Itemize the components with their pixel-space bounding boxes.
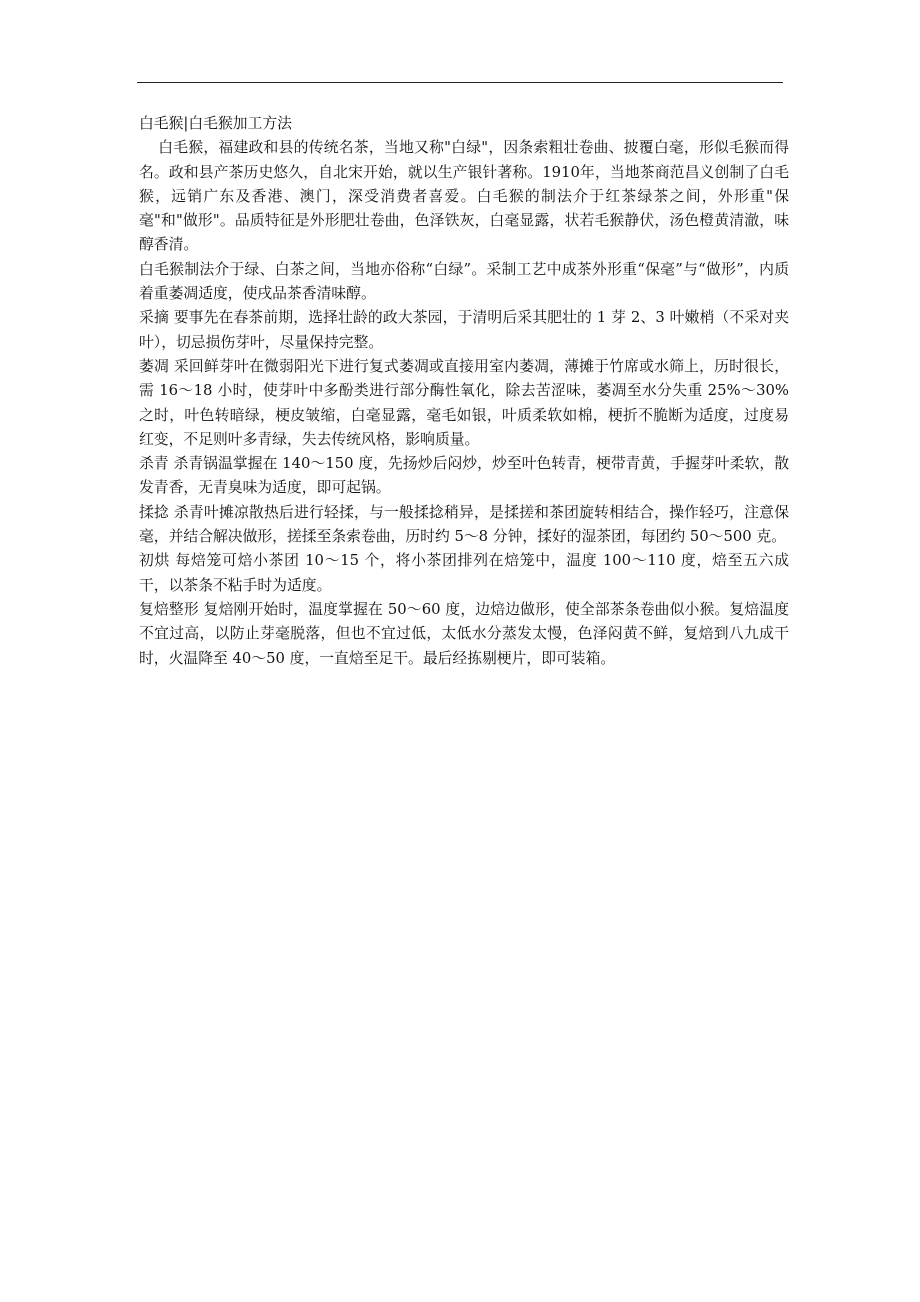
method-paragraph: 白毛猴制法介于绿、白茶之间，当地亦俗称“白绿”。采制工艺中成茶外形重“保毫”与“做形”，内质着重萎凋适度，使戌品茶香清味醇。 — [139, 260, 789, 303]
step-fixing: 杀青 杀青锅温掌握在 140～150 度，先扬炒后闷炒，炒至叶色转青，梗带青黄，手握芽叶柔软，散发青香，无青臭味为适度，即可起锅。 — [139, 455, 789, 497]
document-body — [139, 112, 789, 671]
step-rolling: 揉捻 杀青叶摊凉散热后进行轻揉，与一般揉捻稍异，是揉搓和茶团旋转相结合，操作轻巧，注意保毫，并结合解决做形，搓揉至条索卷曲，历时约 5～8 分钟，揉好的湿茶团，每团约 50～500 克。 — [139, 503, 789, 546]
intro-paragraph: 白毛猴，福建政和县的传统名茶，当地又称"白绿"，因条索粗壮卷曲、披覆白毫，形似毛猴而得名。政和县产茶历史悠久，自北宋开始，就以生产银针著称。1910年，当地茶商范昌义创制了白毛猴，远销广东及香港、澳门，深受消费者喜爱。白毛猴的制法介于红茶绿茶之间，外形重"保毫"和"做形"。品质特征是外形肥壮卷曲，色泽铁灰，白毫显露，状若毛猴静伏，汤色橙黄清澈，味醇香清。 — [139, 139, 789, 254]
step-first-baking: 初烘 每焙笼可焙小茶团 10～15 个，将小茶团排列在焙笼中，温度 100～110 度，焙至五六成干，以茶条不粘手时为适度。 — [139, 552, 789, 594]
step-re-baking-shaping: 复焙整形 复焙刚开始时，温度掌握在 50～60 度，边焙边做形，使全部茶条卷曲似小猴。复焙温度不宜过高，以防止芽毫脱落，但也不宜过低，太低水分蒸发太慢，色泽闷黄不鲜，复焙到八九成干时，火温降至 40～50 度，一直焙至足干。最后经拣剔梗片，即可装箱。 — [139, 600, 789, 667]
document-title: 白毛猴|白毛猴加工方法 — [139, 115, 292, 132]
step-withering: 萎凋 采回鲜芽叶在微弱阳光下进行复式萎凋或直接用室内萎凋，薄摊于竹席或水筛上，历时很长，需 16～18 小时，使芽叶中多酚类进行部分酶性氧化，除去苦涩味，萎凋至水分失重 25%～30%之时，叶色转暗绿，梗皮皱缩，白毫显露，毫毛如银，叶质柔软如棉，梗折不脆断为适度，过度易红变，不足则叶多青绿，失去传统风格，影响质量。 — [139, 357, 789, 448]
header-rule — [137, 82, 783, 83]
step-picking: 采摘 要事先在春茶前期，选择壮龄的政大茶园，于清明后采其肥壮的 1 芽 2、3 叶嫩梢（不采对夹叶），切忌损伤芽叶，尽量保持完整。 — [139, 309, 789, 351]
